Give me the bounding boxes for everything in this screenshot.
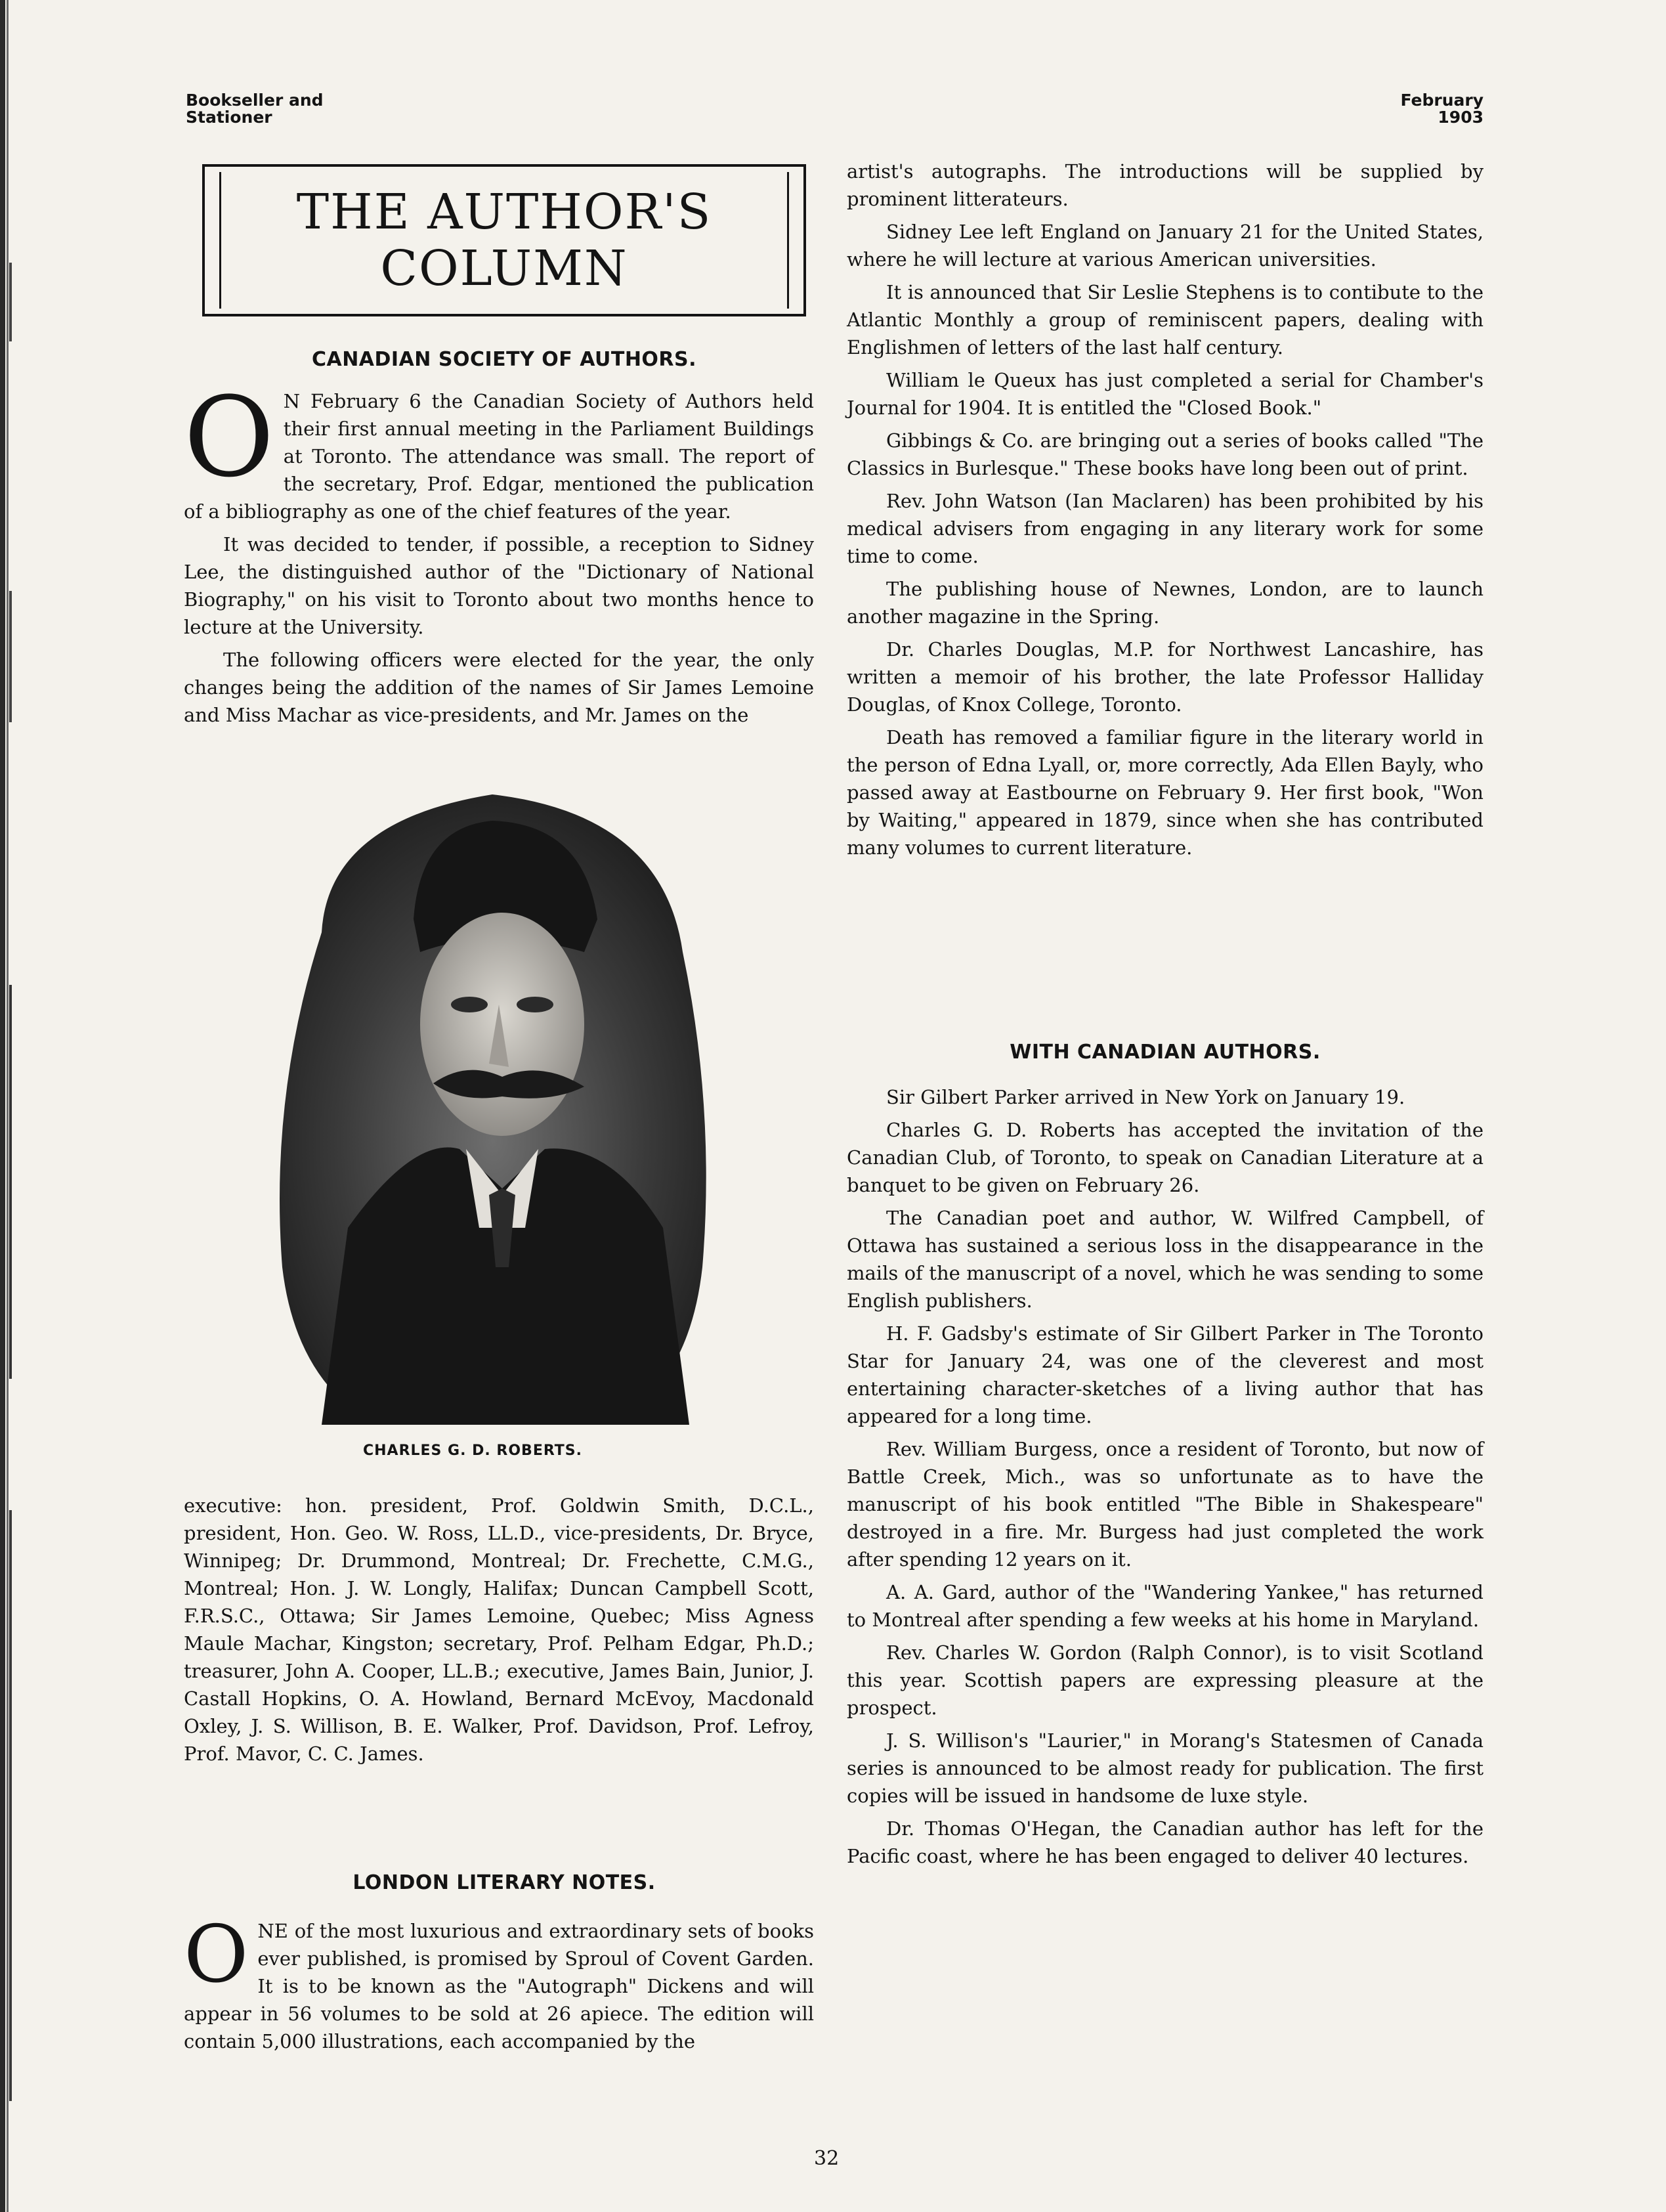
article-paragraph: The following officers were elected for the year, the only changes being the addition of the names of Sir James Lemoine and Miss Machar as vice-presidents, and Mr. James on the (184, 649, 814, 726)
article-paragraph: Rev. William Burgess, once a resident of Toronto, but now of Battle Creek, Mich., was so unfortunate as to have the manuscript of his book entitled "The Bible in Shakespeare" destroyed in a fire. Mr. Burgess had just completed the work after spending 12 years on it. (847, 1438, 1484, 1571)
column-title-box (202, 164, 806, 316)
portrait-caption: CHARLES G. D. ROBERTS. (362, 1442, 583, 1459)
header-year: 1903 (1438, 108, 1484, 127)
article-paragraph: artist's autographs. The introductions will be supplied by prominent litterateurs. (847, 160, 1484, 210)
article-paragraph: William le Queux has just completed a serial for Chamber's Journal for 1904. It is entitled the "Closed Book." (847, 369, 1484, 419)
canadian-society-article (184, 373, 814, 734)
running-header-left (186, 92, 324, 126)
article-paragraph: The Canadian poet and author, W. Wilfred Campbell, of Ottawa has sustained a serious loss in the disappearance in the mails of the manuscript of a novel, which he was sending to some English publishers. (847, 1207, 1484, 1312)
article-paragraph: A. A. Gard, author of the "Wandering Yankee," has returned to Montreal after spending a few weeks at his home in Maryland. (847, 1581, 1484, 1631)
header-publication-line1: Bookseller and (186, 91, 324, 110)
page-number: 32 (814, 2147, 840, 2170)
section-heading-canadian-authors: WITH CANADIAN AUTHORS. (1010, 1041, 1321, 1064)
article-paragraph: Rev. Charles W. Gordon (Ralph Connor), is to visit Scotland this year. Scottish papers are expressing pleasure at the prospect. (847, 1641, 1484, 1719)
column-title-line2: COLUMN (380, 240, 628, 297)
article-paragraph: H. F. Gadsby's estimate of Sir Gilbert Parker in The Toronto Star for January 24, was one of the cleverest and most entertaining character-sketches of a living author that has appeared for a long time. (847, 1322, 1484, 1427)
right-column-notes (847, 158, 1484, 867)
column-title-line1: THE AUTHOR'S (296, 184, 712, 240)
article-paragraph: It was decided to tender, if possible, a reception to Sidney Lee, the distinguished author of the "Dictionary of National Biography," on his visit to Toronto about two months hence to lecture at the University. (184, 533, 814, 638)
drop-cap: O (184, 373, 274, 502)
canadian-authors-article (847, 1083, 1484, 1875)
column-title (297, 184, 712, 297)
header-month: February (1400, 91, 1484, 110)
article-paragraph: ONE of the most luxurious and extraordinary sets of books ever published, is promised by Sproul of Covent Garden. It is to be known as the "Autograph" Dickens and will appear in 56 volumes to be sold at 26 apiece. The edition will contain 5,000 illustrations, each accompanied by the (184, 1909, 814, 2052)
article-paragraph: Gibbings & Co. are bringing out a series of books called "The Classics in Burlesque." These books have long been out of print. (847, 429, 1484, 479)
article-paragraph: Dr. Thomas O'Hegan, the Canadian author has left for the Pacific coast, where he has been engaged to deliver 40 lectures. (847, 1817, 1484, 1867)
header-publication-line2: Stationer (186, 108, 272, 127)
running-header-right (1385, 92, 1484, 126)
portrait-photo (243, 768, 742, 1431)
article-paragraph: The publishing house of Newnes, London, are to launch another magazine in the Spring. (847, 578, 1484, 628)
scan-margin-artifact (0, 0, 16, 2212)
article-paragraph: It is announced that Sir Leslie Stephens is to contibute to the Atlantic Monthly a group of reminiscent papers, dealing with Englishmen of letters of the last half century. (847, 281, 1484, 358)
article-paragraph: Dr. Charles Douglas, M.P. for Northwest Lancashire, has written a memoir of his brother, the late Professor Halliday Douglas, of Knox College, Toronto. (847, 638, 1484, 716)
article-paragraph: Sidney Lee left England on January 21 for the United States, where he will lecture at various American universities. (847, 221, 1484, 271)
article-paragraph: executive: hon. president, Prof. Goldwin Smith, D.C.L., president, Hon. Geo. W. Ross, LL.D., vice-presidents, Dr. Bryce, Winnipeg; Dr. Drummond, Montreal; Dr. Frechette, C.M.G., Montreal; Hon. J. W. Longly, Halifax; Duncan Campbell Scott, F.R.S.C., Ottawa; Sir James Lemoine, Quebec; Miss Agness Maule Machar, Kingston; secretary, Prof. Pelham Edgar, Ph.D.; treasurer, John A. Cooper, LL.B.; executive, James Bain, Junior, J. Castall Hopkins, O. A. Howland, Bernard McEvoy, Macdonald Oxley, J. S. Willison, B. E. Walker, Prof. Davidson, Prof. Lefroy, Prof. Mavor, C. C. James. (184, 1494, 814, 1765)
article-paragraph: Sir Gilbert Parker arrived in New York on January 19. (886, 1086, 1405, 1108)
section-heading-london-notes: LONDON LITERARY NOTES. (352, 1871, 656, 1894)
drop-cap: O (184, 1909, 249, 2001)
section-heading-canadian-society: CANADIAN SOCIETY OF AUTHORS. (311, 348, 697, 371)
article-paragraph: J. S. Willison's "Laurier," in Morang's Statesmen of Canada series is announced to be almost ready for publication. The first copies will be issued in handsome de luxe style. (847, 1729, 1484, 1807)
london-notes-article (184, 1909, 814, 2060)
article-paragraph: Rev. John Watson (Ian Maclaren) has been prohibited by his medical advisers from engaging in any literary work for some time to come. (847, 490, 1484, 567)
article-paragraph: Charles G. D. Roberts has accepted the invitation of the Canadian Club, of Toronto, to speak on Canadian Literature at a banquet to be given on February 26. (847, 1119, 1484, 1196)
canadian-society-officers (184, 1492, 814, 1773)
article-paragraph: Death has removed a familiar figure in the literary world in the person of Edna Lyall, or, more correctly, Ada Ellen Bayly, who passed away at Eastbourne on February 9. Her first book, "Won by Waiting," appeared in 1879, since when she has contributed many volumes to current literature. (847, 726, 1484, 859)
article-paragraph: O N February 6 the Canadian Society of Authors held their first annual meeting in the Parliament Buildings at Toronto. The attendance was small. The report of the secretary, Prof. Edgar, mentioned the publication of a bibliography as one of the chief features of the year. (184, 373, 814, 523)
